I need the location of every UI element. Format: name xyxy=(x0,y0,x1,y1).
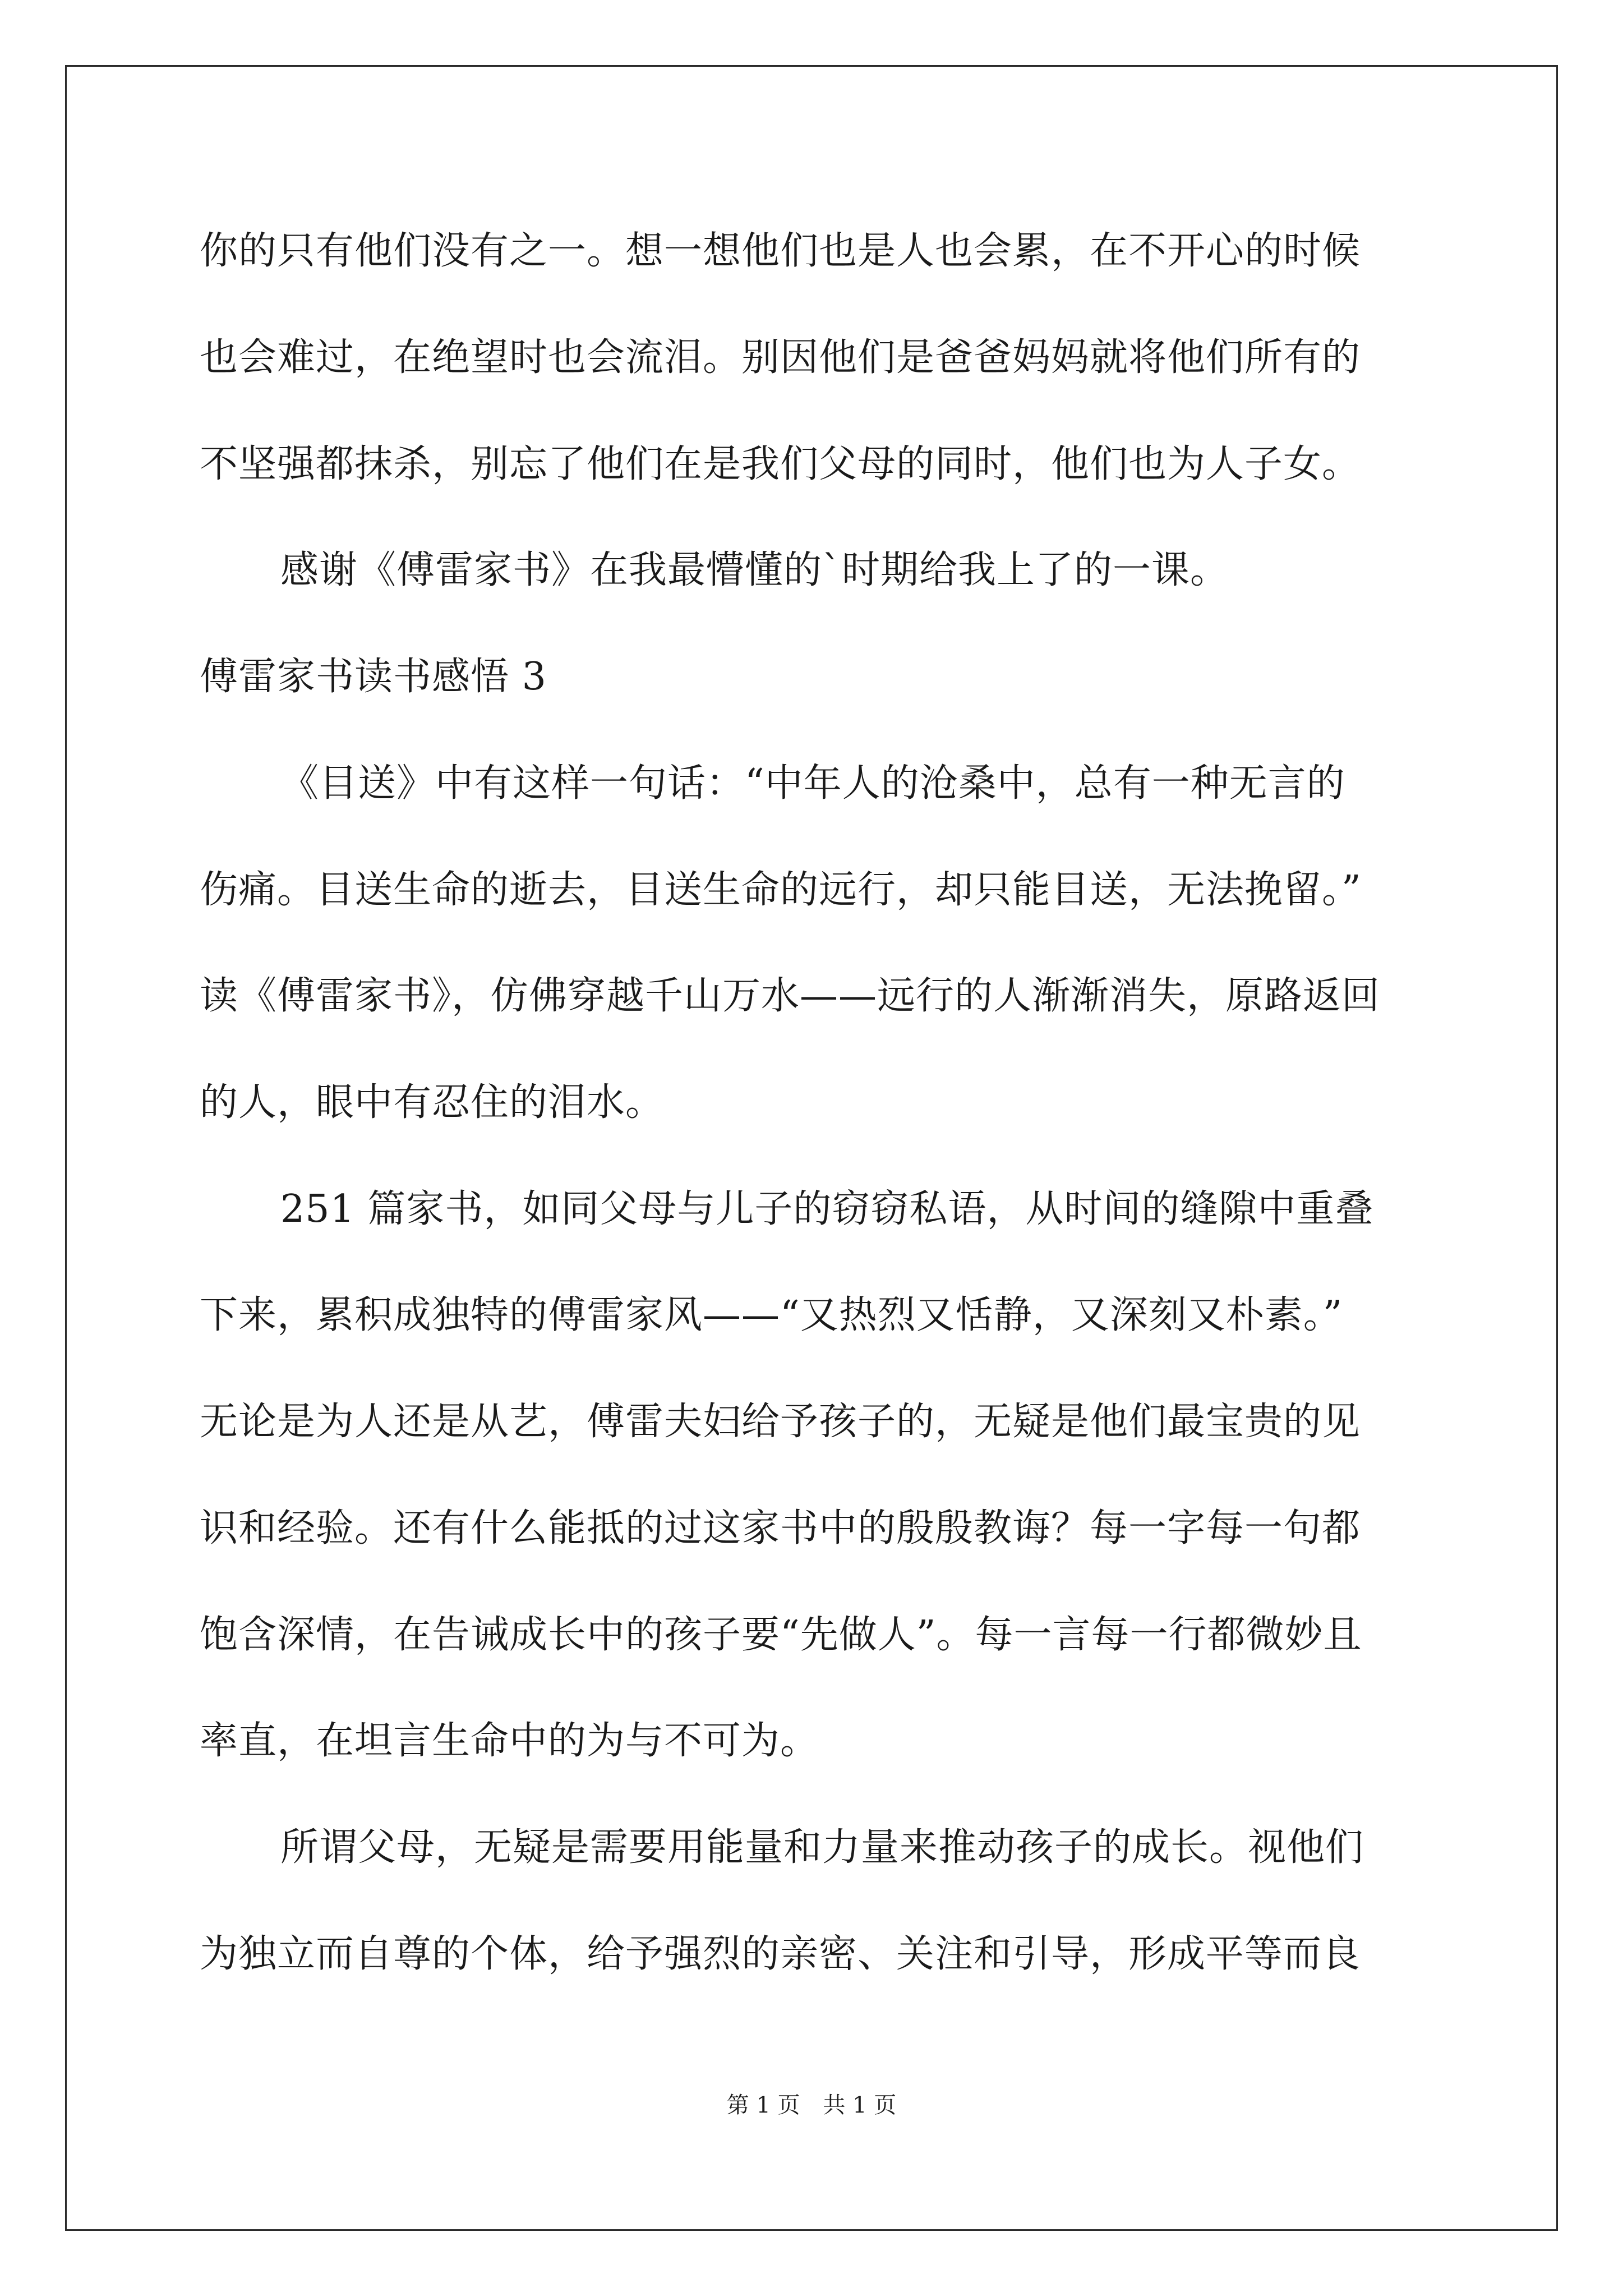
text-line: 你的只有他们没有之一。想一想他们也是人也会累，在不开心的时候 xyxy=(200,229,1361,273)
text-line: 率直，在坦言生命中的为与不可为。 xyxy=(200,1719,819,1763)
text-line: 不坚强都抹杀，别忘了他们在是我们父母的同时，他们也为人子女。 xyxy=(200,442,1361,486)
page-number: 第 1 页 xyxy=(726,2092,800,2118)
text-line: 《目送》中有这样一句话：“中年人的沧桑中，总有一种无言的 xyxy=(280,761,1345,806)
page-border xyxy=(65,65,1558,2231)
text-line: 感谢《傅雷家书》在我最懵懂的`时期给我上了的一课。 xyxy=(280,548,1229,592)
page-footer xyxy=(0,2091,1623,2119)
text-line: 识和经验。还有什么能抵的过这家书中的殷殷教诲？每一字每一句都 xyxy=(200,1506,1361,1550)
text-line: 伤痛。目送生命的逝去，目送生命的远行，却只能目送，无法挽留。” xyxy=(200,868,1362,912)
text-line: 的人，眼中有忍住的泪水。 xyxy=(200,1080,665,1125)
text-line: 也会难过，在绝望时也会流泪。别因他们是爸爸妈妈就将他们所有的 xyxy=(200,335,1361,380)
page-total: 共 1 页 xyxy=(823,2092,897,2118)
text-line: 读《傅雷家书》，仿佛穿越千山万水——远行的人渐渐消失，原路返回 xyxy=(200,974,1381,1018)
text-line: 251 篇家书，如同父母与儿子的窃窃私语，从时间的缝隙中重叠 xyxy=(280,1187,1374,1231)
text-line: 饱含深情，在告诫成长中的孩子要“先做人”。每一言每一行都微妙且 xyxy=(200,1613,1362,1657)
section-heading: 傅雷家书读书感悟 3 xyxy=(200,655,547,699)
text-line: 下来，累积成独特的傅雷家风——“又热烈又恬静，又深刻又朴素。” xyxy=(200,1293,1343,1337)
text-line: 所谓父母，无疑是需要用能量和力量来推动孩子的成长。视他们 xyxy=(280,1825,1364,1870)
text-line: 为独立而自尊的个体，给予强烈的亲密、关注和引导，形成平等而良 xyxy=(200,1932,1361,1976)
text-line: 无论是为人还是从艺，傅雷夫妇给予孩子的，无疑是他们最宝贵的见 xyxy=(200,1400,1361,1444)
